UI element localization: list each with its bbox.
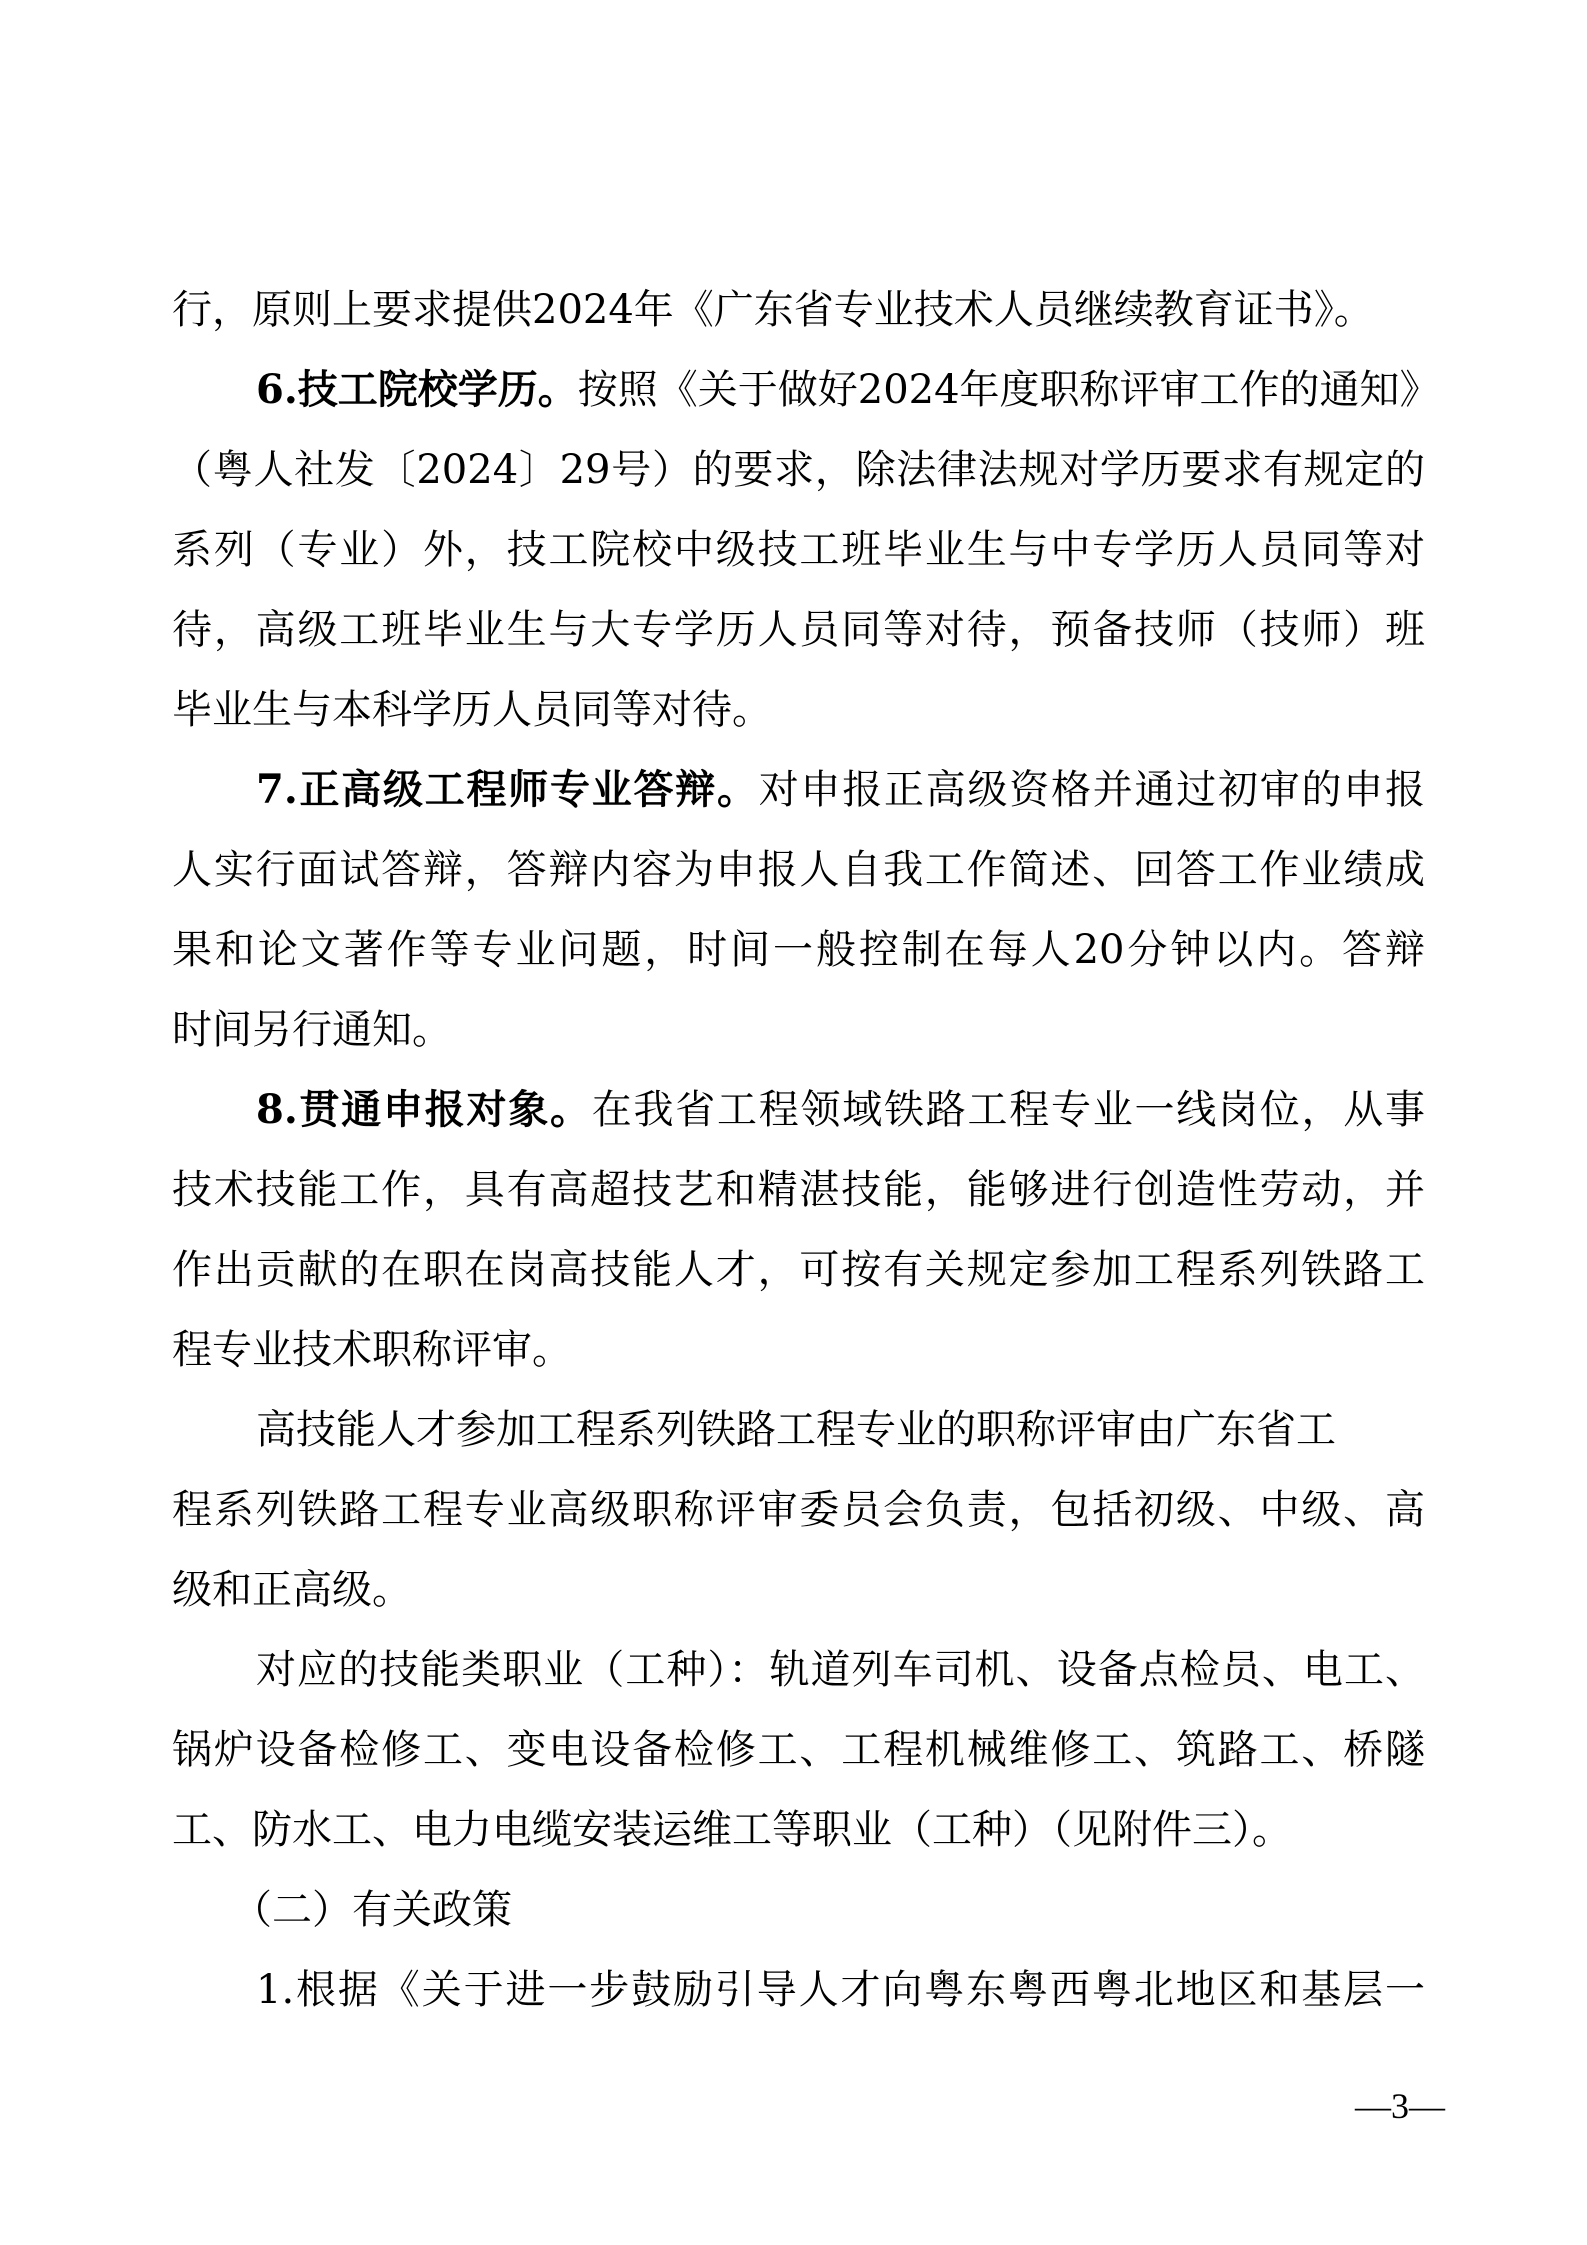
line-text: 待，高级工班毕业生与大专学历人员同等对待，预备技师（技师）班 xyxy=(172,607,1425,653)
line-text: 对申报正高级资格并通过初审的申报 xyxy=(758,767,1426,813)
paragraph-line xyxy=(172,1560,1425,1620)
paragraph-line xyxy=(172,680,1425,740)
paragraph-line xyxy=(172,1000,1425,1060)
line-text: 对应的技能类职业（工种）：轨道列车司机、设备点检员、电工、 xyxy=(256,1647,1425,1693)
line-text: 级和正高级。 xyxy=(172,1567,412,1613)
line-text: 按照《关于做好2024年度职称评审工作的通知》 xyxy=(577,367,1440,413)
line-text: 系列（专业）外，技工院校中级技工班毕业生与中专学历人员同等对 xyxy=(172,527,1425,573)
paragraph-first-line xyxy=(256,1640,1425,1700)
line-text: 技术技能工作，具有高超技艺和精湛技能，能够进行创造性劳动，并 xyxy=(172,1167,1425,1213)
line-text: 程系列铁路工程专业高级职称评审委员会负责，包括初级、中级、高 xyxy=(172,1487,1425,1533)
line-text: 毕业生与本科学历人员同等对待。 xyxy=(172,687,772,733)
line-text: 锅炉设备检修工、变电设备检修工、工程机械维修工、筑路工、桥隧 xyxy=(172,1727,1425,1773)
paragraph-line xyxy=(172,440,1425,500)
item-6-title: 6.技工院校学历。 xyxy=(256,366,578,413)
section-7-heading-line xyxy=(256,760,1425,820)
page-number: —3— xyxy=(1355,2086,1445,2126)
line-text: 1.根据《关于进一步鼓励引导人才向粤东粤西粤北地区和基层一 xyxy=(256,1967,1425,2013)
line-text: 行，原则上要求提供2024年《广东省专业技术人员继续教育证书》。 xyxy=(172,287,1374,333)
line-text: 程专业技术职称评审。 xyxy=(172,1327,572,1373)
line-text: 工、防水工、电力电缆安装运维工等职业（工种）（见附件三）。 xyxy=(172,1807,1292,1853)
paragraph-5-continuation xyxy=(172,280,1425,340)
policy-item-1-line xyxy=(256,1960,1425,2020)
paragraph-first-line xyxy=(256,1400,1425,1460)
paragraph-line xyxy=(172,1320,1425,1380)
line-text: 作出贡献的在职在岗高技能人才，可按有关规定参加工程系列铁路工 xyxy=(172,1247,1425,1293)
paragraph-line xyxy=(172,520,1425,580)
line-text: 时间另行通知。 xyxy=(172,1007,452,1053)
paragraph-line xyxy=(172,1800,1425,1860)
paragraph-line xyxy=(172,1720,1425,1780)
paragraph-line xyxy=(172,840,1425,900)
line-text: 人实行面试答辩，答辩内容为申报人自我工作简述、回答工作业绩成 xyxy=(172,847,1425,893)
section-heading-related-policies xyxy=(232,1880,1425,1940)
section-6-heading-line xyxy=(256,360,1440,420)
paragraph-line xyxy=(172,1480,1425,1540)
section-title: （二）有关政策 xyxy=(232,1887,512,1933)
line-text: （粤人社发〔2024〕29号）的要求，除法律法规对学历要求有规定的 xyxy=(172,447,1425,493)
paragraph-line xyxy=(172,1240,1425,1300)
line-text: 在我省工程领域铁路工程专业一线岗位，从事 xyxy=(591,1087,1426,1133)
paragraph-line xyxy=(172,600,1425,660)
paragraph-line xyxy=(172,1160,1425,1220)
line-text: 高技能人才参加工程系列铁路工程专业的职称评审由广东省工 xyxy=(256,1407,1336,1453)
paragraph-line xyxy=(172,920,1425,980)
section-8-heading-line xyxy=(256,1080,1425,1140)
item-8-title: 8.贯通申报对象。 xyxy=(256,1086,592,1133)
line-text: 果和论文著作等专业问题，时间一般控制在每人20分钟以内。答辩 xyxy=(172,927,1425,973)
item-7-title: 7.正高级工程师专业答辩。 xyxy=(256,766,759,813)
